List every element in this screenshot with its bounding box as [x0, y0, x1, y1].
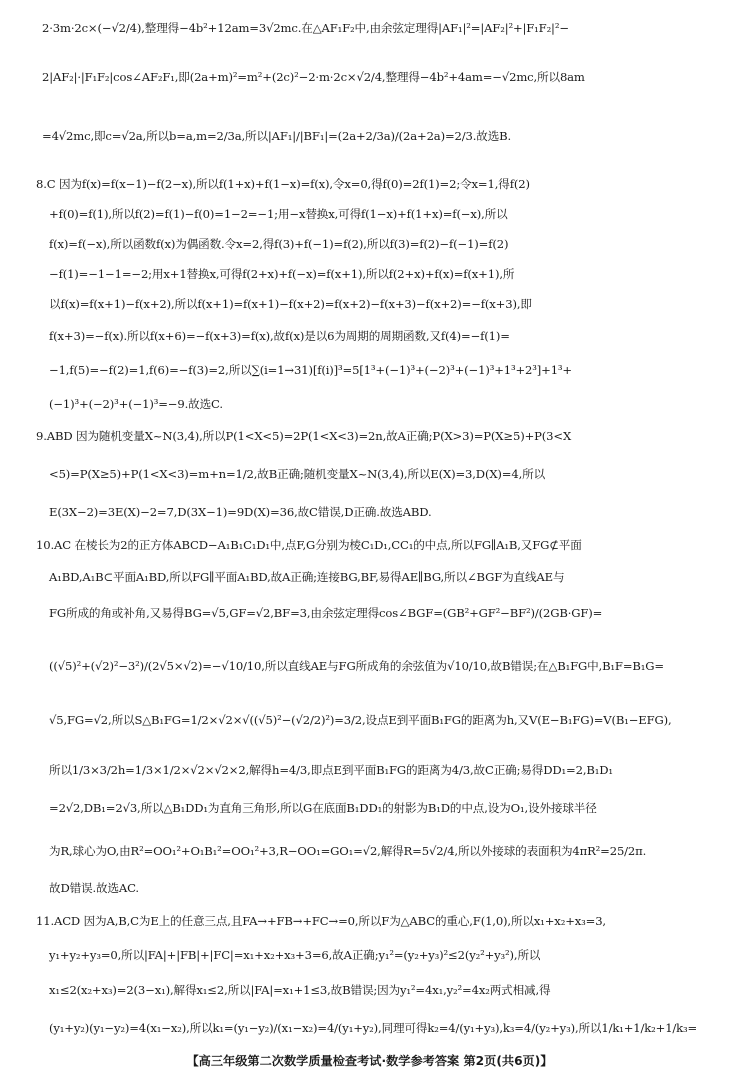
text-line: 2|AF₂|·|F₁F₂|cos∠AF₂F₁,即(2a+m)²=m²+(2c)²−2·m·2c×√2/4,整理得−4b²+4am=−√2mc,所以8am: [42, 70, 585, 84]
text-line: x₁≤2(x₂+x₃)=2(3−x₁),解得x₁≤2,所以|FA|=x₁+1≤3,故B错误;因为y₁²=4x₁,y₂²=4x₂两式相减,得: [49, 983, 551, 997]
question-11-answer: 11.ACD 因为A,B,C为E上的任意三点,且FA→+FB→+FC→=0,所以F为△ABC的重心,F(1,0),所以x₁+x₂+x₃=3,: [36, 914, 606, 928]
text-line: A₁BD,A₁B⊂平面A₁BD,所以FG∥平面A₁BD,故A正确;连接BG,BF,易得AE∥BG,所以∠BGF为直线AE与: [49, 570, 565, 584]
text-line: (y₁+y₂)(y₁−y₂)=4(x₁−x₂),所以k₁=(y₁−y₂)/(x₁−x₂)=4/(y₁+y₂),同理可得k₂=4/(y₁+y₃),k₃=4/(y₂+y₃),所以1/k₁+1/k₂+1/k₃=: [49, 1021, 698, 1035]
text-line: +f(0)=f(1),所以f(2)=f(1)−f(0)=1−2=−1;用−x替换x,可得f(1−x)+f(1+x)=f(−x),所以: [49, 207, 508, 221]
text-line: f(x+3)=−f(x).所以f(x+6)=−f(x+3)=f(x),故f(x)是以6为周期的周期函数,又f(4)=−f(1)=: [49, 329, 510, 343]
text-line: 为R,球心为O,由R²=OO₁²+O₁B₁²=OO₁²+3,R−OO₁=GO₁=√2,解得R=5√2/4,所以外接球的表面积为4πR²=25/2π.: [49, 844, 647, 858]
text-line: (−1)³+(−2)³+(−1)³=−9.故选C.: [49, 397, 223, 411]
text-line: √5,FG=√2,所以S△B₁FG=1/2×√2×√((√5)²−(√2/2)²)=3/2,设点E到平面B₁FG的距离为h,又V(E−B₁FG)=V(B₁−EFG),: [49, 713, 672, 727]
text-line: 以f(x)=f(x+1)−f(x+2),所以f(x+1)=f(x+1)−f(x+2)=f(x+2)−f(x+3)−f(x+2)=−f(x+3),即: [49, 297, 532, 311]
text-line: 所以1/3×3/2h=1/3×1/2×√2×√2×2,解得h=4/3,即点E到平面B₁FG的距离为4/3,故C正确;易得DD₁=2,B₁D₁: [49, 763, 613, 777]
text-line: FG所成的角或补角,又易得BG=√5,GF=√2,BF=3,由余弦定理得cos∠BGF=(GB²+GF²−BF²)/(2GB·GF)=: [49, 606, 603, 620]
question-9-answer: 9.ABD 因为随机变量X~N(3,4),所以P(1<X<5)=2P(1<X<3)=2n,故A正确;P(X>3)=P(X≥5)+P(3<X: [36, 429, 572, 443]
text-line: ((√5)²+(√2)²−3²)/(2√5×√2)=−√10/10,所以直线AE与FG所成角的余弦值为√10/10,故B错误;在△B₁FG中,B₁F=B₁G=: [49, 659, 664, 673]
text-line: −f(1)=−1−1=−2;用x+1替换x,可得f(2+x)+f(−x)=f(x+1),所以f(2+x)+f(x)=f(x+1),所: [49, 267, 515, 281]
text-line: =4√2mc,即c=√2a,所以b=a,m=2/3a,所以|AF₁|/|BF₁|=(2a+2/3a)/(2a+2a)=2/3.故选B.: [42, 129, 512, 143]
text-line: −1,f(5)=−f(2)=1,f(6)=−f(3)=2,所以∑(i=1→31)[f(i)]³=5[1³+(−1)³+(−2)³+(−1)³+1³+2³]+1³+: [49, 363, 572, 377]
text-line: E(3X−2)=3E(X)−2=7,D(3X−1)=9D(X)=36,故C错误,D正确.故选ABD.: [49, 505, 432, 519]
text-line: f(x)=f(−x),所以函数f(x)为偶函数.令x=2,得f(3)+f(−1)=f(2),所以f(3)=f(2)−f(−1)=f(2): [49, 237, 509, 251]
text-line: y₁+y₂+y₃=0,所以|FA|+|FB|+|FC|=x₁+x₂+x₃+3=6,故A正确;y₁²=(y₂+y₃)²≤2(y₂²+y₃²),所以: [49, 948, 541, 962]
text-line: 故D错误.故选AC.: [49, 881, 139, 895]
text-line: =2√2,DB₁=2√3,所以△B₁DD₁为直角三角形,所以G在底面B₁DD₁的射影为B₁D的中点,设为O₁,设外接球半径: [49, 801, 597, 815]
page-footer: 【高三年级第二次数学质量检查考试·数学参考答案 第2页(共6页)】: [186, 1054, 553, 1068]
text-line: <5)=P(X≥5)+P(1<X<3)=m+n=1/2,故B正确;随机变量X~N(3,4),所以E(X)=3,D(X)=4,所以: [49, 467, 546, 481]
question-10-answer: 10.AC 在棱长为2的正方体ABCD−A₁B₁C₁D₁中,点F,G分别为棱C₁D₁,CC₁的中点,所以FG∥A₁B,又FG⊄平面: [36, 538, 582, 552]
question-8-answer: 8.C 因为f(x)=f(x−1)−f(2−x),所以f(1+x)+f(1−x)=f(x),令x=0,得f(0)=2f(1)=2;令x=1,得f(2): [36, 177, 530, 191]
text-line: 2·3m·2c×(−√2/4),整理得−4b²+12am=3√2mc.在△AF₁F₂中,由余弦定理得|AF₁|²=|AF₂|²+|F₁F₂|²−: [42, 21, 569, 35]
